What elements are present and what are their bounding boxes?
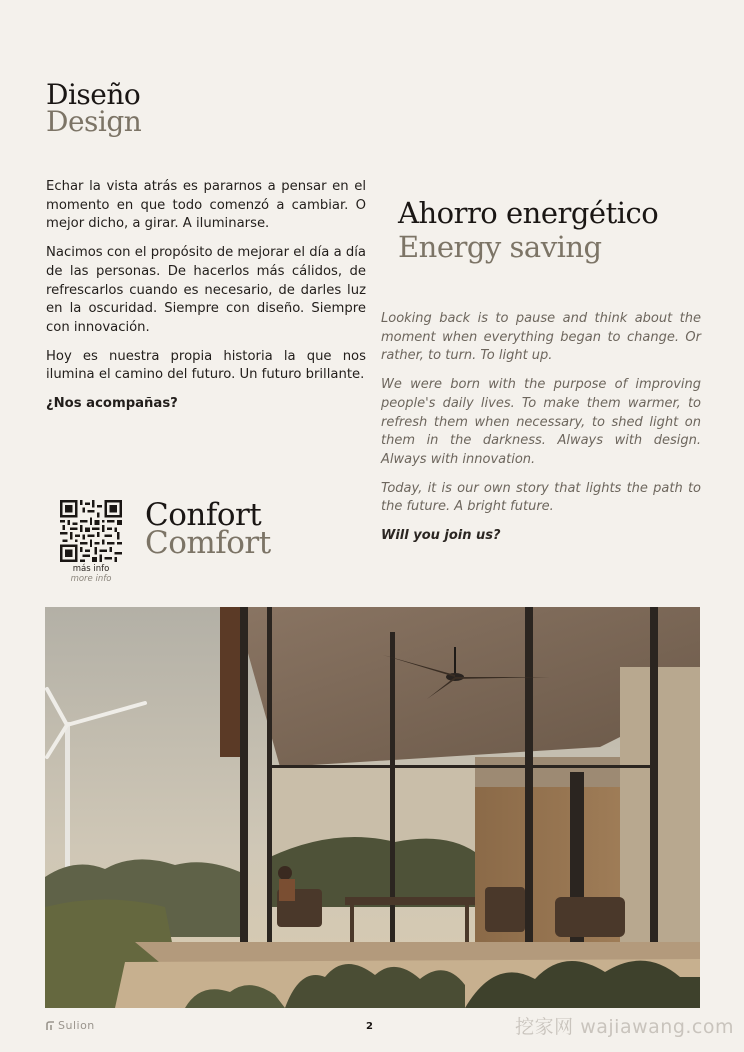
qr-label-es: más info xyxy=(72,564,110,574)
qr-code-icon[interactable] xyxy=(60,500,122,562)
page-number: 2 xyxy=(366,1021,373,1032)
comfort-title-es: Confort xyxy=(145,497,262,533)
design-title-es: Diseño xyxy=(46,78,141,111)
es-call-to-action: ¿Nos acompañas? xyxy=(46,396,178,412)
qr-label-en: more info xyxy=(70,574,112,584)
es-paragraph-3: Hoy es nuestra propia historia la que nos ilumina el camino del futuro. Un futuro brillante. xyxy=(46,348,366,383)
comfort-title-en: Comfort xyxy=(145,525,271,561)
es-paragraph-2: Nacimos con el propósito de mejorar el día a día de las personas. De hacerlos más cálidos, de refrescarlos cuando es necesario, de darles luz en la oscuridad. Siempre con diseño. Siempre con innovación. xyxy=(46,245,366,335)
sulion-logo-icon xyxy=(46,1021,55,1031)
english-text-block xyxy=(381,310,701,556)
terrace-photo xyxy=(45,607,700,1008)
watermark-text: 挖家网 wajiawang.com xyxy=(515,1016,734,1038)
en-paragraph-3: Today, it is our own story that lights the path to the future. A bright future. xyxy=(381,480,701,515)
en-paragraph-2: We were born with the purpose of improving people's daily lives. To make them warmer, to refresh them when necessary, to shed light on them in the darkness. Always with design. Always with innovation. xyxy=(381,377,701,467)
es-paragraph-1: Echar la vista atrás es pararnos a pensar en el momento en que todo comenzó a cambiar. O mejor dicho, a girar. A iluminarse. xyxy=(46,179,366,232)
energy-title-en: Energy saving xyxy=(398,230,602,264)
brand-logo xyxy=(46,1019,95,1032)
spanish-text-block xyxy=(46,178,366,424)
design-title-en: Design xyxy=(46,105,142,138)
brand-name: Sulion xyxy=(58,1019,95,1032)
en-paragraph-1: Looking back is to pause and think about the moment when everything began to change. Or rather, to turn. To light up. xyxy=(381,311,701,364)
energy-title-es: Ahorro energético xyxy=(398,196,659,230)
en-call-to-action: Will you join us? xyxy=(381,528,501,544)
